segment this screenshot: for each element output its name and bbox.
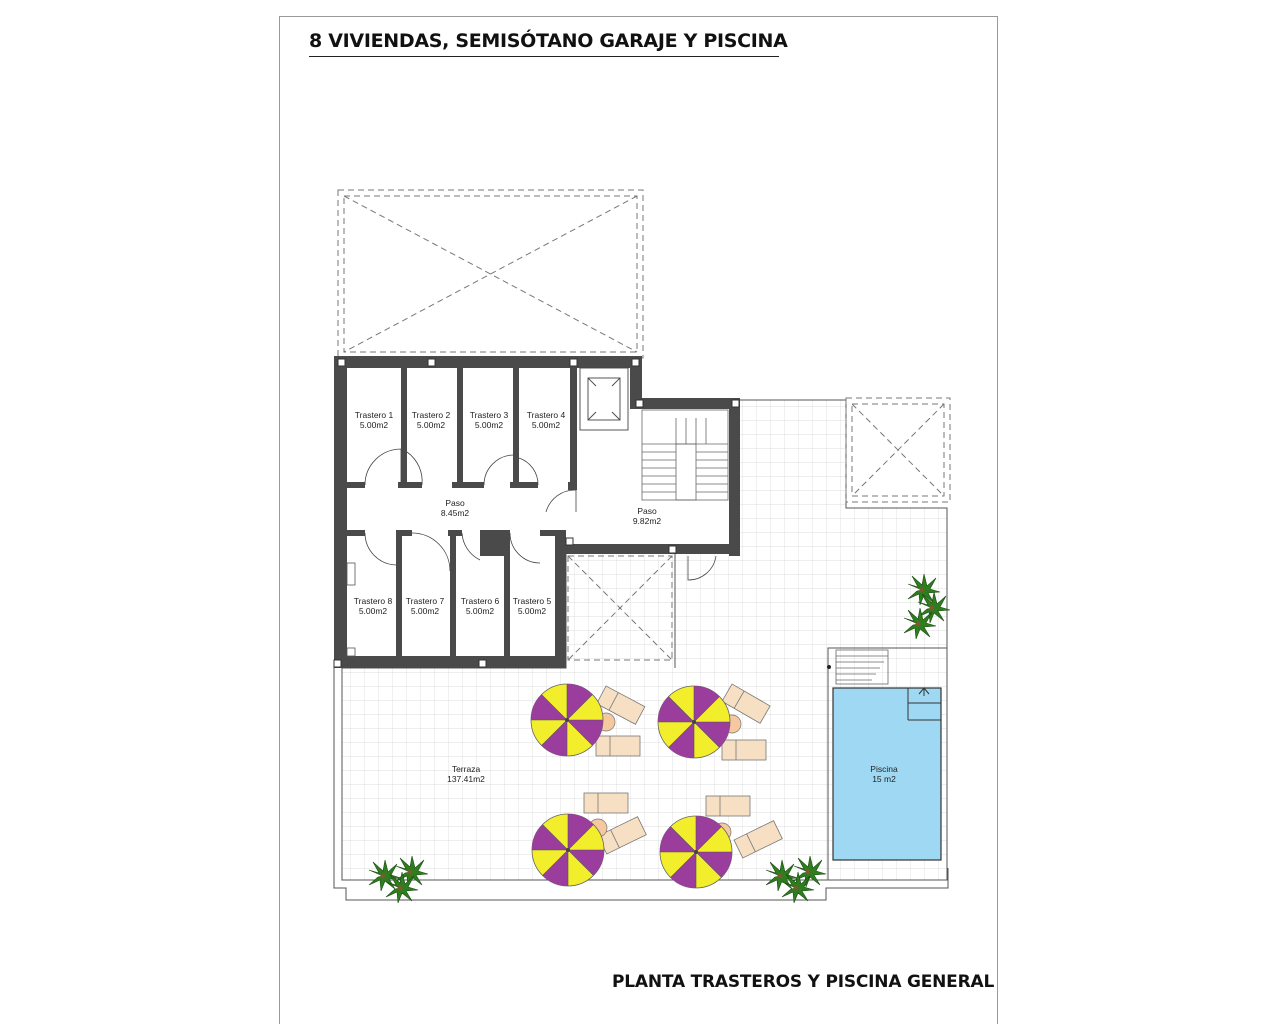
trastero-8-area: 5.00m2 (358, 606, 388, 616)
trastero-7-name: Trastero 7 (405, 596, 445, 606)
staircase (642, 410, 728, 500)
terraza-area: 137.41m2 (447, 774, 485, 784)
umbrella-icon (658, 686, 730, 758)
umbrella-icon (532, 814, 604, 886)
void-north (338, 190, 643, 358)
trastero-4-area: 5.00m2 (531, 420, 561, 430)
trastero-8-name: Trastero 8 (353, 596, 393, 606)
trastero-2-name: Trastero 2 (411, 410, 451, 420)
paso-stair-name: Paso (637, 506, 657, 516)
umbrella-icon (531, 684, 603, 756)
trastero-6-area: 5.00m2 (465, 606, 495, 616)
paso-storage-name: Paso (445, 498, 465, 508)
piscina-name: Piscina (870, 764, 898, 774)
trastero-2-area: 5.00m2 (416, 420, 446, 430)
elevator (580, 368, 628, 430)
trastero-3-name: Trastero 3 (469, 410, 509, 420)
terraza-name: Terraza (451, 764, 481, 774)
trastero-5-name: Trastero 5 (512, 596, 552, 606)
paso-stair-area: 9.82m2 (632, 516, 662, 526)
plan-title: PLANTA TRASTEROS Y PISCINA GENERAL (612, 972, 995, 992)
trastero-1-area: 5.00m2 (359, 420, 389, 430)
trastero-1-name: Trastero 1 (354, 410, 394, 420)
trastero-3-area: 5.00m2 (474, 420, 504, 430)
paso-storage-area: 8.45m2 (440, 508, 470, 518)
trastero-5-area: 5.00m2 (517, 606, 547, 616)
piscina-area: 15 m2 (872, 774, 896, 784)
trastero-4-name: Trastero 4 (526, 410, 566, 420)
umbrella-icon (660, 816, 732, 888)
trastero-6-name: Trastero 6 (460, 596, 500, 606)
project-title: 8 VIVIENDAS, SEMISÓTANO GARAJE Y PISCINA (309, 30, 779, 57)
trastero-7-area: 5.00m2 (410, 606, 440, 616)
void-east (846, 398, 950, 502)
